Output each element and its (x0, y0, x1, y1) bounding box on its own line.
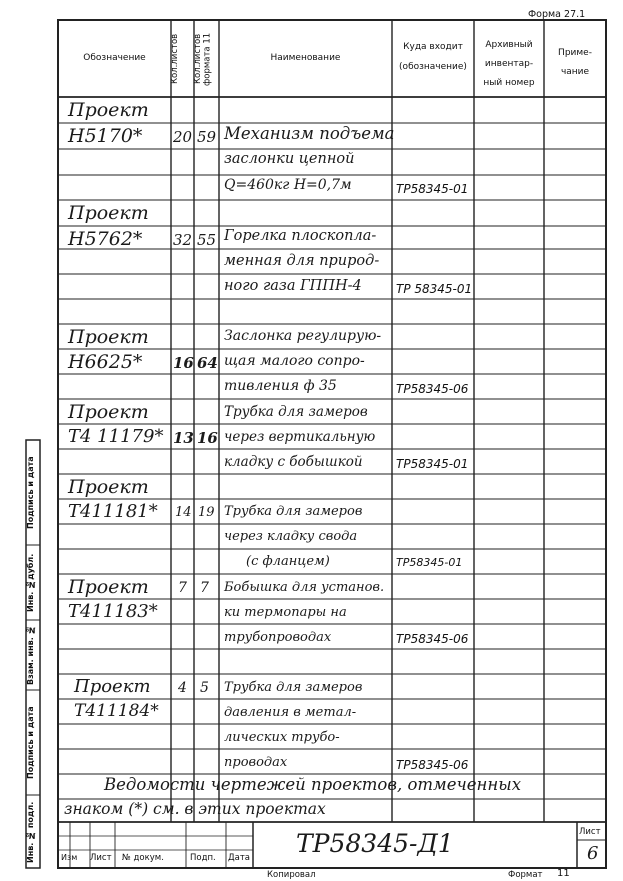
stamp-col-change: Изм (61, 853, 78, 862)
entry-where-included: ТР58345-06 (396, 382, 469, 396)
entry-where-included: ТР58345-06 (396, 758, 469, 772)
entry-name-line: Трубка для замеров (224, 404, 368, 420)
entry-designation-label: Проект (68, 202, 149, 224)
entry-where-included: ТР58345-01 (396, 182, 469, 196)
footnote-line: знаком (*) см. в этих проектах (64, 800, 326, 818)
side-label-signature-date: Подпись и дата (26, 706, 35, 780)
entry-name-line: (с фланцем) (246, 554, 330, 569)
entry-name-line: через кладку свода (224, 529, 358, 544)
sheet-label: Лист (579, 827, 601, 837)
header-name: Наименование (270, 53, 341, 63)
entry-name-line: заслонки цепной (224, 151, 355, 167)
entry-designation-label: Проект (68, 401, 149, 423)
entry-name-line: Механизм подъема (224, 124, 395, 143)
entry-sheets: 13 (173, 429, 194, 447)
entry-where-included: ТР58345-01 (396, 457, 469, 471)
header-designation: Обозначение (83, 53, 146, 63)
copied-label: Копировал (267, 870, 316, 880)
entry-designation-code: Н5170* (68, 125, 143, 147)
header-archive-number: Архивный инвентар- ный номер (483, 40, 535, 88)
format-label: Формат (508, 870, 543, 880)
stamp-col-date: Дата (228, 853, 251, 863)
entry-name-line: кладку с бобышкой (224, 454, 363, 470)
entry-name-line: ного газа ГППН-4 (224, 278, 362, 294)
entry-sheets-a11: 64 (197, 354, 218, 372)
entry-where-included: ТР58345-01 (396, 556, 463, 569)
stamp-col-doc-number: № докум. (122, 853, 164, 863)
side-label-signature-date: Подпись и дата (26, 456, 35, 530)
entry-sheets-a11: 55 (197, 231, 217, 249)
entry-sheets: 4 (178, 680, 187, 696)
entry-sheets: 7 (178, 580, 187, 596)
entry-sheets-a11: 7 (200, 580, 209, 596)
entry-name-line: Q=460кг Н=0,7м (224, 177, 352, 193)
entry-sheets: 14 (175, 505, 192, 520)
entry-name-line: Трубка для замеров (224, 504, 363, 519)
entry-designation-label: Проект (74, 676, 151, 697)
header-where-included: Куда входит (обозначение) (399, 42, 467, 72)
entry-sheets-a11: 16 (197, 429, 218, 447)
entry-name-line: трубопроводах (224, 630, 332, 645)
entry-designation-code: Н5762* (68, 228, 143, 250)
entry-designation-code: Т411184* (74, 701, 159, 721)
entry-name-line: тивления ф 35 (224, 378, 337, 394)
entry-sheets: 16 (173, 354, 194, 372)
document-code: ТР58345-Д1 (296, 829, 454, 858)
entry-where-included: ТР 58345-01 (396, 282, 473, 296)
entry-name-line: менная для природ- (224, 253, 380, 269)
side-label-inv-original: Инв. № подл. (26, 801, 35, 863)
entry-designation-code: Н6625* (68, 351, 143, 373)
entry-name-line: давления в метал- (224, 705, 357, 720)
entry-name-line: Заслонка регулирую- (224, 328, 382, 344)
entry-sheets-a11: 59 (197, 128, 217, 146)
header-sheet-count: Кол.листов (170, 33, 180, 85)
entry-name-line: Трубка для замеров (224, 680, 363, 695)
entry-name-line: Бобышка для установ. (224, 580, 385, 595)
entry-name-line: через вертикальную (224, 429, 376, 445)
format-value: 11 (557, 868, 570, 879)
entry-sheets: 20 (173, 128, 193, 146)
entry-name-line: проводах (224, 755, 288, 770)
entry-designation-label: Проект (68, 99, 149, 121)
entry-name-line: ки термопары на (224, 605, 347, 620)
side-label-inv-duplicate: Инв. №дубл. (26, 553, 35, 613)
entry-where-included: ТР58345-06 (396, 632, 469, 646)
entry-designation-label: Проект (68, 476, 149, 498)
entry-designation-code: Т4 11179* (68, 426, 164, 447)
entry-designation-code: Т411181* (68, 501, 158, 522)
form-number: Форма 27.1 (528, 9, 586, 20)
entry-sheets-a11: 5 (200, 680, 209, 696)
side-label-replaced-inv: Взам. инв. № (26, 625, 35, 685)
stamp-col-signature: Подп. (190, 853, 216, 863)
sheet-number: 6 (587, 843, 599, 864)
entry-name-line: лических трубо- (224, 730, 340, 745)
header-sheet-count-a11: Кол.листов формата 11 (193, 32, 213, 86)
footnote-line: Ведомости чертежей проектов, отмеченных (104, 775, 521, 794)
entry-name-line: щая малого сопро- (224, 353, 365, 369)
entry-designation-label: Проект (68, 576, 149, 598)
entry-sheets: 32 (173, 231, 193, 249)
stamp-col-sheet: Лист (90, 853, 112, 863)
entry-designation-label: Проект (68, 326, 149, 348)
entry-sheets-a11: 19 (198, 505, 215, 520)
header-note: Приме- чание (558, 48, 592, 77)
entry-designation-code: Т411183* (68, 601, 158, 622)
entry-name-line: Горелка плоскопла- (224, 228, 377, 244)
